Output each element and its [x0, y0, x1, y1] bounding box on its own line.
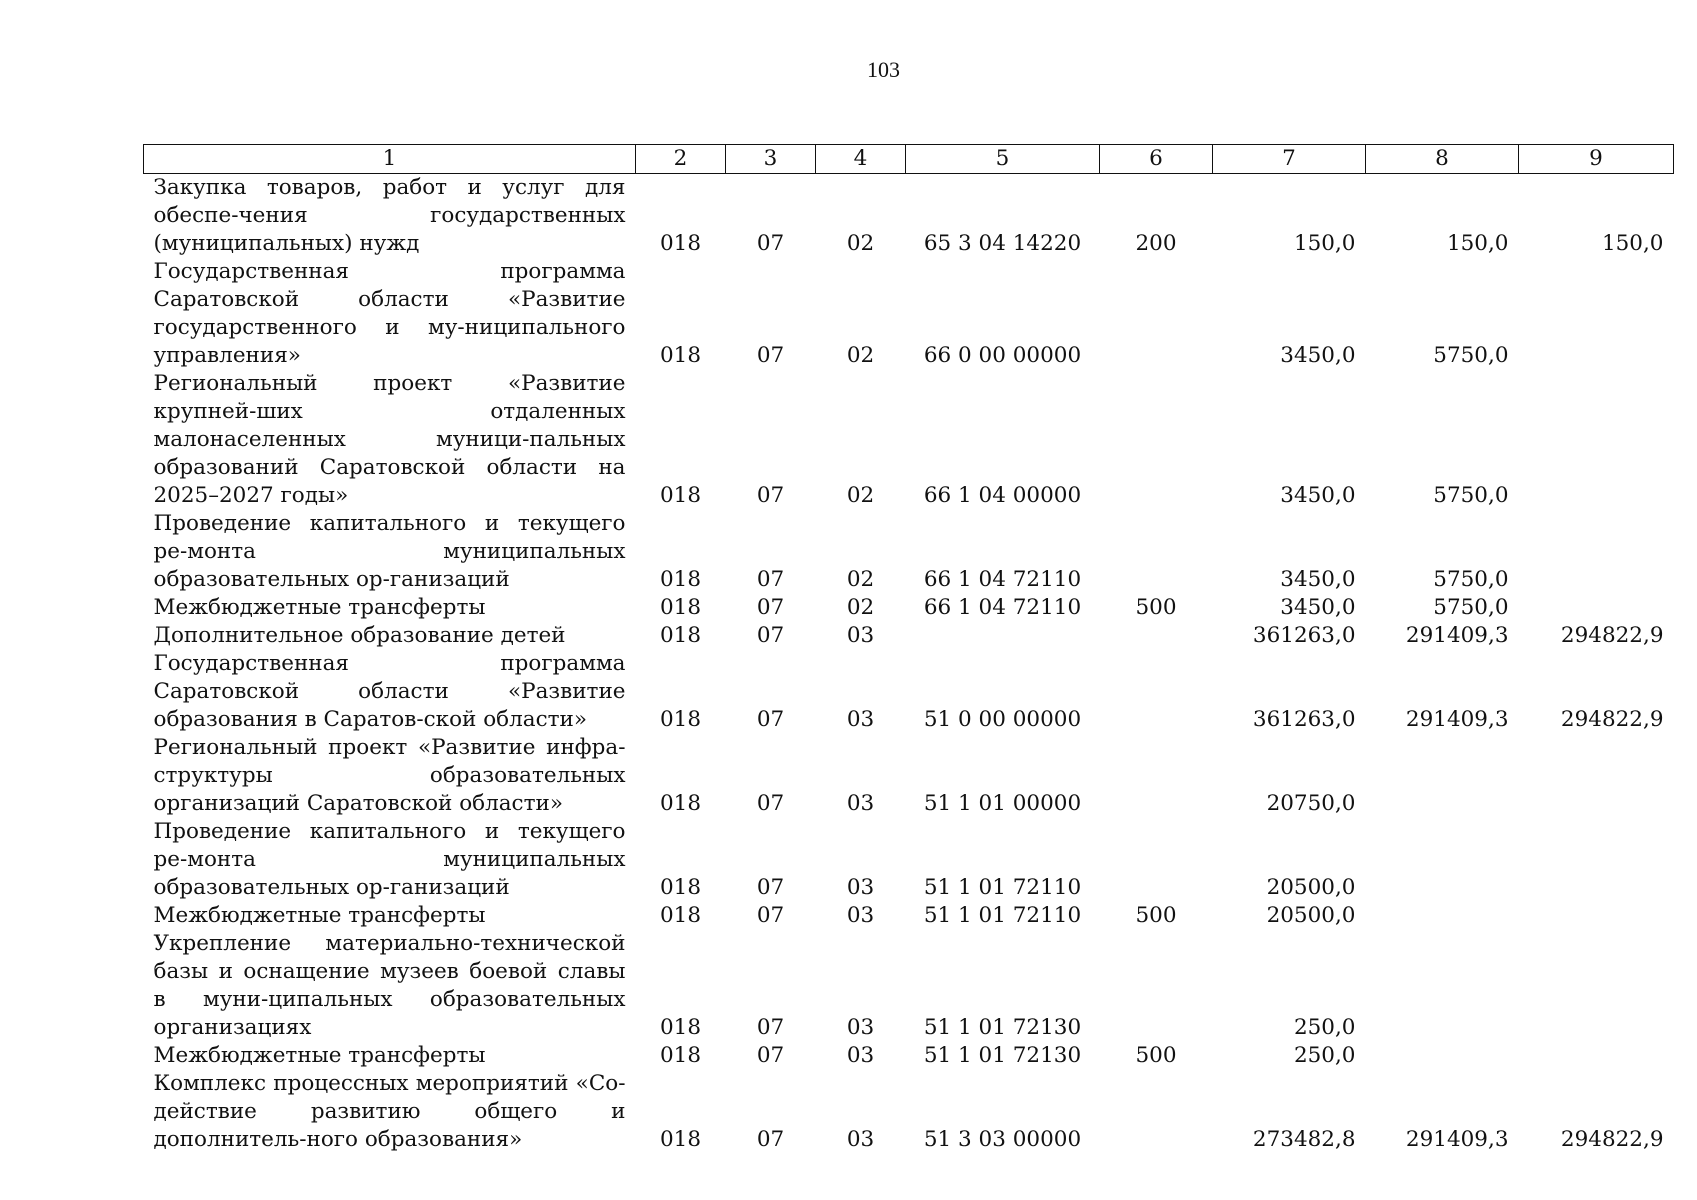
expense-type-code: 200	[1135, 231, 1177, 256]
expense-type-code	[1100, 1070, 1213, 1154]
amount-year-3	[1519, 1042, 1674, 1070]
amount-year-1: 250,0	[1293, 1015, 1356, 1040]
budget-table	[143, 144, 1674, 1154]
section-code: 07	[756, 903, 785, 928]
column-number: 6	[1100, 145, 1213, 174]
amount-year-1: 3450,0	[1280, 483, 1356, 508]
page-number: 103	[867, 57, 900, 82]
item-name: Проведение капитального и текущего ре-монта муниципальных образовательных ор-ганизаций	[153, 819, 626, 900]
amount-year-1: 3450,0	[1280, 567, 1356, 592]
target-article-code: 66 1 04 72110	[923, 595, 1082, 620]
amount-year-2: 5750,0	[1433, 483, 1509, 508]
item-name: Межбюджетные трансферты	[153, 1043, 486, 1068]
column-numbers-row	[144, 145, 1674, 174]
amount-year-2	[1366, 818, 1519, 902]
table-row	[144, 734, 1674, 818]
ministry-code: 018	[659, 623, 702, 648]
ministry-code: 018	[659, 707, 702, 732]
amount-year-3	[1519, 258, 1674, 370]
expense-type-code: 500	[1135, 595, 1177, 620]
amount-year-2: 291409,3	[1405, 707, 1509, 732]
ministry-code: 018	[659, 1015, 702, 1040]
amount-year-3	[1519, 594, 1674, 622]
subsection-code: 02	[846, 595, 875, 620]
target-article-code: 66 1 04 72110	[923, 567, 1082, 592]
amount-year-1: 20500,0	[1266, 875, 1356, 900]
target-article-code: 66 1 04 00000	[923, 483, 1082, 508]
table-row	[144, 370, 1674, 510]
amount-year-2: 5750,0	[1433, 595, 1509, 620]
section-code: 07	[756, 567, 785, 592]
subsection-code: 02	[846, 567, 875, 592]
section-code: 07	[756, 343, 785, 368]
amount-year-1: 273482,8	[1252, 1127, 1356, 1152]
expense-type-code: 500	[1135, 1043, 1177, 1068]
amount-year-3	[1519, 734, 1674, 818]
expense-type-code: 500	[1135, 903, 1177, 928]
subsection-code: 03	[846, 875, 875, 900]
amount-year-1: 3450,0	[1280, 343, 1356, 368]
item-name: Региональный проект «Развитие крупней-ших отдаленных малонаселенных муници-пальных образований Саратовской области на 2025–2027 годы»	[153, 371, 626, 508]
table-row	[144, 650, 1674, 734]
target-article-code: 51 3 03 00000	[923, 1127, 1082, 1152]
amount-year-1: 250,0	[1293, 1043, 1356, 1068]
column-number: 7	[1213, 145, 1366, 174]
section-code: 07	[756, 707, 785, 732]
subsection-code: 03	[846, 623, 875, 648]
table-row	[144, 594, 1674, 622]
section-code: 07	[756, 483, 785, 508]
expense-type-code	[1100, 818, 1213, 902]
table-row	[144, 902, 1674, 930]
amount-year-3: 294822,9	[1560, 707, 1664, 732]
expense-type-code	[1100, 734, 1213, 818]
item-name: Государственная программа Саратовской области «Развитие государственного и му-ниципального управления»	[153, 259, 626, 368]
amount-year-3: 294822,9	[1560, 1127, 1664, 1152]
subsection-code: 02	[846, 483, 875, 508]
amount-year-1: 150,0	[1293, 231, 1356, 256]
expense-type-code	[1100, 930, 1213, 1042]
amount-year-2	[1366, 902, 1519, 930]
ministry-code: 018	[659, 1043, 702, 1068]
subsection-code: 02	[846, 343, 875, 368]
expense-type-code	[1100, 622, 1213, 650]
subsection-code: 03	[846, 1043, 875, 1068]
amount-year-3	[1519, 902, 1674, 930]
item-name: Комплекс процессных мероприятий «Со-действие развитию общего и дополнитель-ного образования»	[153, 1071, 626, 1152]
amount-year-2	[1366, 930, 1519, 1042]
amount-year-1: 3450,0	[1280, 595, 1356, 620]
ministry-code: 018	[659, 343, 702, 368]
item-name: Укрепление материально-технической базы и оснащение музеев боевой славы в муни-ципальных образовательных организациях	[153, 931, 626, 1040]
ministry-code: 018	[659, 595, 702, 620]
table-row	[144, 622, 1674, 650]
subsection-code: 03	[846, 1127, 875, 1152]
table-row	[144, 258, 1674, 370]
item-name: Региональный проект «Развитие инфра-структуры образовательных организаций Саратовской области»	[153, 735, 626, 816]
table-row	[144, 930, 1674, 1042]
subsection-code: 03	[846, 707, 875, 732]
amount-year-2: 150,0	[1446, 231, 1509, 256]
section-code: 07	[756, 791, 785, 816]
section-code: 07	[756, 623, 785, 648]
amount-year-2: 291409,3	[1405, 623, 1509, 648]
column-number: 2	[636, 145, 726, 174]
column-number: 4	[816, 145, 906, 174]
expense-type-code	[1100, 370, 1213, 510]
target-article-code: 51 1 01 72130	[923, 1043, 1082, 1068]
target-article-code: 65 3 04 14220	[923, 231, 1082, 256]
ministry-code: 018	[659, 567, 702, 592]
item-name: Межбюджетные трансферты	[153, 903, 486, 928]
table-row	[144, 174, 1674, 259]
amount-year-3: 150,0	[1601, 231, 1664, 256]
expense-type-code	[1100, 258, 1213, 370]
ministry-code: 018	[659, 875, 702, 900]
amount-year-2: 291409,3	[1405, 1127, 1509, 1152]
subsection-code: 03	[846, 1015, 875, 1040]
amount-year-1: 361263,0	[1252, 707, 1356, 732]
section-code: 07	[756, 1043, 785, 1068]
amount-year-1: 361263,0	[1252, 623, 1356, 648]
amount-year-2	[1366, 734, 1519, 818]
subsection-code: 02	[846, 231, 875, 256]
column-number: 5	[906, 145, 1100, 174]
item-name: Закупка товаров, работ и услуг для обеспе-чения государственных (муниципальных) нужд	[153, 175, 626, 256]
amount-year-3	[1519, 930, 1674, 1042]
table-row	[144, 1070, 1674, 1154]
section-code: 07	[756, 595, 785, 620]
ministry-code: 018	[659, 483, 702, 508]
amount-year-3	[1519, 818, 1674, 902]
target-article-code: 51 1 01 72110	[923, 903, 1082, 928]
column-number: 9	[1519, 145, 1674, 174]
section-code: 07	[756, 1015, 785, 1040]
amount-year-3	[1519, 510, 1674, 594]
column-number: 1	[144, 145, 636, 174]
section-code: 07	[756, 1127, 785, 1152]
item-name: Проведение капитального и текущего ре-монта муниципальных образовательных ор-ганизаций	[153, 511, 626, 592]
ministry-code: 018	[659, 231, 702, 256]
table-row	[144, 1042, 1674, 1070]
amount-year-1: 20750,0	[1266, 791, 1356, 816]
target-article-code: 51 1 01 72110	[923, 875, 1082, 900]
amount-year-2: 5750,0	[1433, 567, 1509, 592]
item-name: Государственная программа Саратовской области «Развитие образования в Саратов-ской области»	[153, 651, 626, 732]
target-article-code: 51 1 01 72130	[923, 1015, 1082, 1040]
ministry-code: 018	[659, 903, 702, 928]
column-number: 8	[1366, 145, 1519, 174]
amount-year-2	[1366, 1042, 1519, 1070]
amount-year-3: 294822,9	[1560, 623, 1664, 648]
target-article-code: 66 0 00 00000	[923, 343, 1082, 368]
item-name: Дополнительное образование детей	[153, 623, 566, 648]
expense-type-code	[1100, 510, 1213, 594]
ministry-code: 018	[659, 1127, 702, 1152]
target-article-code: 51 1 01 00000	[923, 791, 1082, 816]
subsection-code: 03	[846, 791, 875, 816]
subsection-code: 03	[846, 903, 875, 928]
item-name: Межбюджетные трансферты	[153, 595, 486, 620]
section-code: 07	[756, 231, 785, 256]
expense-type-code	[1100, 650, 1213, 734]
target-article-code	[906, 622, 1100, 650]
amount-year-1: 20500,0	[1266, 903, 1356, 928]
section-code: 07	[756, 875, 785, 900]
column-number: 3	[726, 145, 816, 174]
amount-year-2: 5750,0	[1433, 343, 1509, 368]
target-article-code: 51 0 00 00000	[923, 707, 1082, 732]
amount-year-3	[1519, 370, 1674, 510]
ministry-code: 018	[659, 791, 702, 816]
table-row	[144, 818, 1674, 902]
table-row	[144, 510, 1674, 594]
